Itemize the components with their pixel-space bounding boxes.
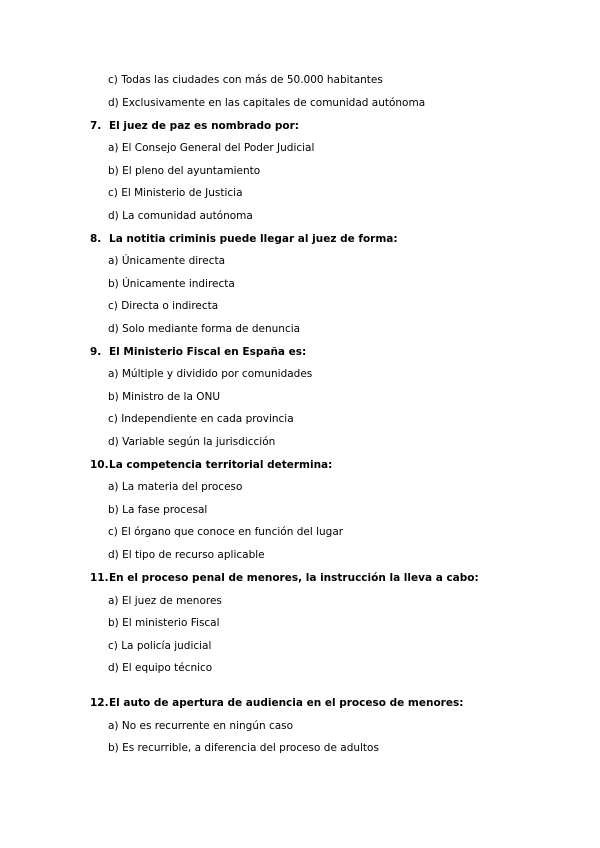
option-text: a) El juez de menores xyxy=(108,595,222,607)
option-text: b) Únicamente indirecta xyxy=(108,278,235,290)
question-number: 11. xyxy=(90,572,109,584)
option-text: a) No es recurrente en ningún caso xyxy=(108,720,294,732)
question-heading xyxy=(90,571,479,585)
question-text: El auto de apertura de audiencia en el proceso de menores: xyxy=(109,697,464,709)
question-heading xyxy=(90,345,306,359)
option-text: a) Múltiple y dividido por comunidades xyxy=(108,368,313,380)
question-heading xyxy=(90,232,398,246)
option-text: d) El tipo de recurso aplicable xyxy=(108,549,265,561)
option-text: c) Todas las ciudades con más de 50.000 habitantes xyxy=(108,74,383,86)
option-text: d) Variable según la jurisdicción xyxy=(108,436,276,448)
question-text: La competencia territorial determina: xyxy=(109,459,333,471)
option-text: c) Directa o indirecta xyxy=(108,300,219,312)
option-text: c) El Ministerio de Justicia xyxy=(108,187,243,199)
option-text: a) El Consejo General del Poder Judicial xyxy=(108,142,315,154)
question-heading xyxy=(90,458,332,472)
option-text: b) El pleno del ayuntamiento xyxy=(108,165,261,177)
option-text: c) Independiente en cada provincia xyxy=(108,413,294,425)
question-number: 9. xyxy=(90,346,102,358)
question-text: El Ministerio Fiscal en España es: xyxy=(109,346,307,358)
option-text: a) La materia del proceso xyxy=(108,481,243,493)
question-text: La notitia criminis puede llegar al juez de forma: xyxy=(109,233,398,245)
question-number: 12. xyxy=(90,697,109,709)
option-text: a) Únicamente directa xyxy=(108,255,226,267)
option-text: b) Ministro de la ONU xyxy=(108,391,221,403)
option-text: c) La policía judicial xyxy=(108,640,212,652)
option-text: d) Solo mediante forma de denuncia xyxy=(108,323,301,335)
option-text: b) El ministerio Fiscal xyxy=(108,617,220,629)
option-text: d) La comunidad autónoma xyxy=(108,210,253,222)
option-text: b) Es recurrible, a diferencia del proceso de adultos xyxy=(108,742,379,754)
option-text: d) Exclusivamente en las capitales de comunidad autónoma xyxy=(108,97,426,109)
option-text: b) La fase procesal xyxy=(108,504,208,516)
question-heading xyxy=(90,119,299,133)
question-number: 8. xyxy=(90,233,102,245)
option-text: d) El equipo técnico xyxy=(108,662,213,674)
question-heading xyxy=(90,696,463,710)
question-number: 10. xyxy=(90,459,109,471)
option-text: c) El órgano que conoce en función del lugar xyxy=(108,526,344,538)
question-number: 7. xyxy=(90,120,102,132)
question-text: El juez de paz es nombrado por: xyxy=(109,120,299,132)
question-text: En el proceso penal de menores, la instrucción la lleva a cabo: xyxy=(109,572,479,584)
